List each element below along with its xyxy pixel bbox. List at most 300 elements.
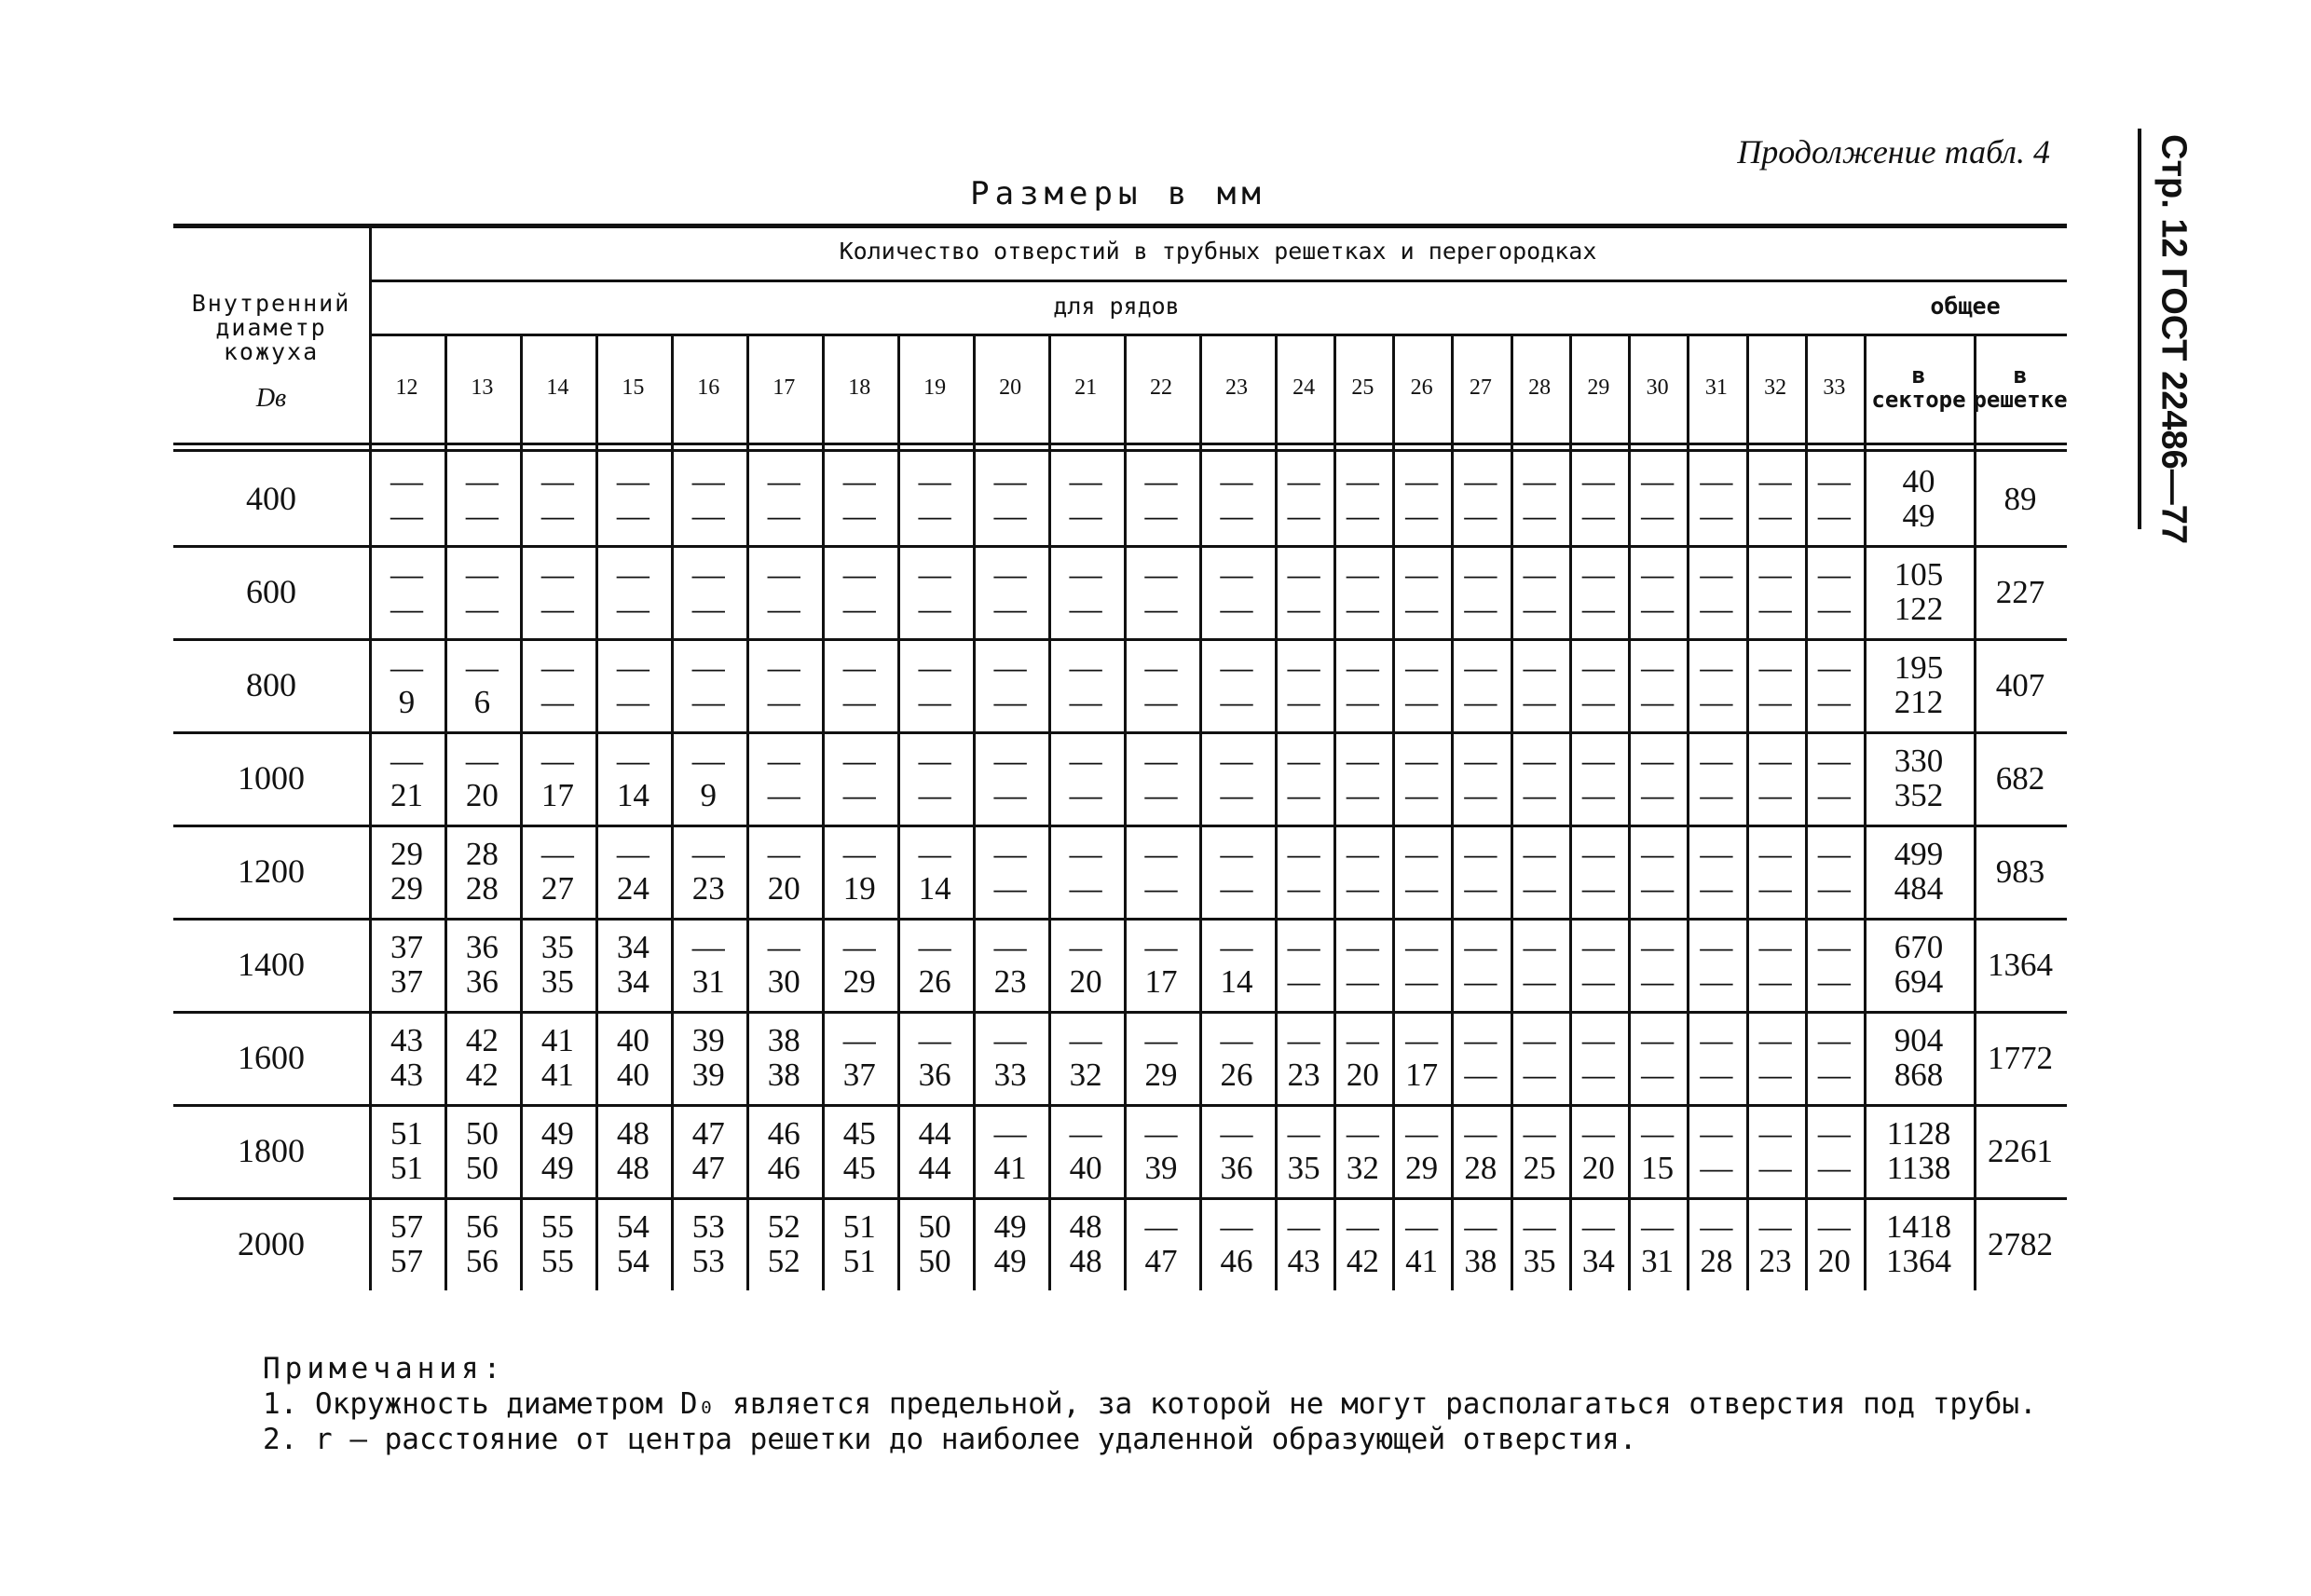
table-cell <box>1511 638 1569 731</box>
dash-value: — <box>1523 743 1556 779</box>
table-cell <box>1569 731 1628 825</box>
table-cell <box>1511 1104 1569 1197</box>
col0-symbol: Dв <box>255 384 287 414</box>
hole-count: 17 <box>1144 963 1178 1000</box>
hole-count: 14 <box>616 777 650 813</box>
dash-value: — <box>1287 591 1320 627</box>
table-cell <box>822 545 897 638</box>
hole-count: 48 <box>1069 1243 1102 1279</box>
sector-count: 1364 <box>1886 1243 1951 1279</box>
sector-count: 105 <box>1894 556 1944 593</box>
hole-count: 23 <box>691 870 725 907</box>
table-cell <box>897 1011 973 1104</box>
hole-count: 17 <box>540 777 574 813</box>
diameter-value: 800 <box>246 666 296 703</box>
hole-count: 45 <box>842 1150 876 1186</box>
hole-count: 43 <box>390 1022 423 1058</box>
dash-value: — <box>1287 1115 1320 1152</box>
dash-value: — <box>918 649 951 686</box>
dash-value: — <box>1581 556 1615 593</box>
dash-value: — <box>1220 836 1253 872</box>
dash-value: — <box>993 1022 1027 1058</box>
hole-count: 55 <box>540 1243 574 1279</box>
table-cell <box>520 731 595 825</box>
dash-value: — <box>1287 929 1320 965</box>
hole-count: 35 <box>1523 1243 1556 1279</box>
row-number-header: 16 <box>697 375 720 400</box>
table-cell <box>897 731 973 825</box>
table-cell <box>595 731 671 825</box>
row-number-header: 13 <box>471 375 494 400</box>
hole-count: 50 <box>465 1150 499 1186</box>
dash-value: — <box>993 1115 1027 1152</box>
dash-value: — <box>1641 870 1675 907</box>
dash-value: — <box>1817 870 1851 907</box>
dash-value: — <box>1405 870 1439 907</box>
table-cell <box>520 452 595 545</box>
hole-count: 57 <box>390 1243 423 1279</box>
dash-value: — <box>993 463 1027 499</box>
hole-count: 47 <box>691 1115 725 1152</box>
dash-value: — <box>465 556 499 593</box>
dash-value: — <box>1700 1150 1733 1186</box>
dash-value: — <box>1758 684 1792 720</box>
sector-count: 904 <box>1894 1022 1944 1058</box>
hole-count: 41 <box>1405 1243 1439 1279</box>
hole-count: 42 <box>1346 1243 1379 1279</box>
dash-value: — <box>1144 684 1178 720</box>
hole-count: 32 <box>1346 1150 1379 1186</box>
dash-value: — <box>1220 1022 1253 1058</box>
dash-value: — <box>918 836 951 872</box>
dash-value: — <box>465 649 499 686</box>
dash-value: — <box>993 649 1027 686</box>
dash-value: — <box>842 591 876 627</box>
table-cell <box>897 825 973 918</box>
hole-count: 37 <box>390 963 423 1000</box>
grid-total: 227 <box>1995 573 2045 610</box>
hole-count: 38 <box>767 1057 800 1093</box>
table-cell <box>1333 1197 1392 1290</box>
dash-value: — <box>767 649 800 686</box>
table-cell <box>369 545 444 638</box>
dash-value: — <box>1817 684 1851 720</box>
table-cell <box>746 731 822 825</box>
dash-value: — <box>1817 836 1851 872</box>
dash-value: — <box>1641 1208 1675 1245</box>
dash-value: — <box>1405 556 1439 593</box>
hole-count: 23 <box>1287 1057 1320 1093</box>
hole-count: 35 <box>1287 1150 1320 1186</box>
table-cell <box>595 825 671 918</box>
table-cell <box>1275 918 1333 1011</box>
hole-count: 29 <box>1144 1057 1178 1093</box>
table-cell <box>822 825 897 918</box>
hole-count: 56 <box>465 1243 499 1279</box>
dash-value: — <box>1287 1022 1320 1058</box>
hole-count: 49 <box>993 1208 1027 1245</box>
table-cell <box>822 452 897 545</box>
dash-value: — <box>1069 870 1102 907</box>
hole-count: 27 <box>540 870 574 907</box>
table-cell <box>595 1011 671 1104</box>
table-cell <box>746 918 822 1011</box>
dash-value: — <box>1220 591 1253 627</box>
note-item-1: 1. Окружность диаметром D₀ является предельной, за которой не могут располагаться отверстия под трубы. <box>263 1387 2037 1421</box>
table-cell <box>369 452 444 545</box>
table-cell <box>1746 1011 1805 1104</box>
hole-count: 14 <box>918 870 951 907</box>
dash-value: — <box>1758 963 1792 1000</box>
dash-value: — <box>1405 929 1439 965</box>
hole-count: 53 <box>691 1243 725 1279</box>
hole-count: 48 <box>616 1150 650 1186</box>
dash-value: — <box>993 684 1027 720</box>
dash-value: — <box>1069 1115 1102 1152</box>
hole-count: 51 <box>842 1243 876 1279</box>
table-cell <box>973 825 1048 918</box>
table-cell <box>1451 638 1510 731</box>
table-cell <box>369 731 444 825</box>
dash-value: — <box>1641 743 1675 779</box>
table-cell <box>1628 825 1687 918</box>
dash-value: — <box>1523 591 1556 627</box>
table-cell <box>897 1104 973 1197</box>
dash-value: — <box>1758 556 1792 593</box>
table-cell <box>1392 918 1451 1011</box>
hole-count: 38 <box>767 1022 800 1058</box>
dash-value: — <box>1641 498 1675 534</box>
dash-value: — <box>767 498 800 534</box>
row-number-header: 22 <box>1150 375 1173 400</box>
hole-count: 42 <box>465 1057 499 1093</box>
row-number-header: 23 <box>1225 375 1249 400</box>
dash-value: — <box>1405 498 1439 534</box>
hole-count: 57 <box>390 1208 423 1245</box>
table-cell <box>1451 825 1510 918</box>
table-cell <box>1124 731 1199 825</box>
hole-count: 21 <box>390 777 423 813</box>
hole-count: 47 <box>691 1150 725 1186</box>
dash-value: — <box>691 649 725 686</box>
hole-count: 50 <box>918 1208 951 1245</box>
table-cell <box>1392 545 1451 638</box>
dash-value: — <box>540 684 574 720</box>
dash-value: — <box>1405 1115 1439 1152</box>
total-header: общее <box>1930 292 2001 320</box>
table-cell <box>444 731 520 825</box>
diameter-value: 1200 <box>238 853 305 890</box>
row-number-header: 29 <box>1587 375 1610 400</box>
dash-value: — <box>1069 929 1102 965</box>
row-number-header: 12 <box>395 375 418 400</box>
table-cell <box>822 1104 897 1197</box>
hole-count: 53 <box>691 1208 725 1245</box>
hole-count: 9 <box>398 684 416 720</box>
table-cell <box>1124 825 1199 918</box>
hole-count: 35 <box>540 929 574 965</box>
hole-count: 36 <box>918 1057 951 1093</box>
dash-value: — <box>1405 743 1439 779</box>
dash-value: — <box>1144 463 1178 499</box>
table-cell <box>1199 545 1275 638</box>
dash-value: — <box>918 463 951 499</box>
table-cell <box>1746 452 1805 545</box>
table-cell <box>746 638 822 731</box>
table-cell <box>369 1011 444 1104</box>
table-cell <box>520 918 595 1011</box>
dash-value: — <box>1464 498 1497 534</box>
dash-value: — <box>1464 777 1497 813</box>
header-bottom-rule-1 <box>173 443 2067 445</box>
table-cell <box>897 1197 973 1290</box>
dash-value: — <box>1069 591 1102 627</box>
dash-value: — <box>616 591 650 627</box>
dash-value: — <box>1405 1022 1439 1058</box>
dash-value: — <box>390 556 423 593</box>
dash-value: — <box>1464 556 1497 593</box>
sector-count: 484 <box>1894 870 1944 907</box>
table-cell <box>595 1104 671 1197</box>
table-cell <box>1451 1104 1510 1197</box>
dash-value: — <box>691 556 725 593</box>
hole-count: 56 <box>465 1208 499 1245</box>
hole-count: 37 <box>842 1057 876 1093</box>
grid-total: 983 <box>1995 853 2045 890</box>
table-cell <box>1124 545 1199 638</box>
dash-value: — <box>465 591 499 627</box>
table-cell <box>1451 545 1510 638</box>
sector-total <box>1864 731 1974 825</box>
dash-value: — <box>1581 870 1615 907</box>
dash-value: — <box>1817 463 1851 499</box>
hole-count: 47 <box>1144 1243 1178 1279</box>
dash-value: — <box>1641 963 1675 1000</box>
sector-total <box>1864 918 1974 1011</box>
row-number-header: 32 <box>1764 375 1787 400</box>
table-cell <box>973 1197 1048 1290</box>
table-cell <box>746 545 822 638</box>
table-cell <box>1275 452 1333 545</box>
hole-count: 44 <box>918 1115 951 1152</box>
sector-total <box>1864 1104 1974 1197</box>
dash-value: — <box>1346 1022 1379 1058</box>
table-cell <box>1628 452 1687 545</box>
table-cell <box>1275 825 1333 918</box>
dash-value: — <box>1758 929 1792 965</box>
hole-count: 54 <box>616 1208 650 1245</box>
table-cell <box>1392 1011 1451 1104</box>
table-cell <box>369 1104 444 1197</box>
table-cell <box>595 452 671 545</box>
dash-value: — <box>1405 591 1439 627</box>
dash-value: — <box>918 743 951 779</box>
hole-count: 24 <box>616 870 650 907</box>
sector-total <box>1864 825 1974 918</box>
dash-value: — <box>1641 591 1675 627</box>
sector-total <box>1864 452 1974 545</box>
dash-value: — <box>540 463 574 499</box>
dash-value: — <box>1287 963 1320 1000</box>
table-cell <box>1048 731 1124 825</box>
dash-value: — <box>1523 556 1556 593</box>
dash-value: — <box>540 556 574 593</box>
dash-value: — <box>1817 1208 1851 1245</box>
dash-value: — <box>767 556 800 593</box>
table-cell <box>1687 918 1745 1011</box>
dash-value: — <box>1758 1208 1792 1245</box>
hole-count: 28 <box>465 836 499 872</box>
dash-value: — <box>1581 1022 1615 1058</box>
notes-title: Примечания: <box>263 1352 506 1385</box>
dash-value: — <box>1346 498 1379 534</box>
table-cell <box>1199 1197 1275 1290</box>
hole-count: 34 <box>616 963 650 1000</box>
table-cell <box>1569 1011 1628 1104</box>
dash-value: — <box>691 684 725 720</box>
table-cell <box>1124 1011 1199 1104</box>
dash-value: — <box>691 498 725 534</box>
hole-count: 41 <box>540 1057 574 1093</box>
hole-count: 20 <box>1817 1243 1851 1279</box>
dash-value: — <box>1641 929 1675 965</box>
dash-value: — <box>842 684 876 720</box>
hole-count: 19 <box>842 870 876 907</box>
dash-value: — <box>1405 684 1439 720</box>
sector-count: 352 <box>1894 777 1944 813</box>
dash-value: — <box>1464 870 1497 907</box>
dash-value: — <box>1464 1022 1497 1058</box>
hole-count: 49 <box>540 1150 574 1186</box>
dash-value: — <box>1069 556 1102 593</box>
table-cell <box>444 1104 520 1197</box>
table-cell <box>973 1104 1048 1197</box>
dash-value: — <box>1523 777 1556 813</box>
table-cell <box>1805 1197 1864 1290</box>
dash-value: — <box>1581 1115 1615 1152</box>
dash-value: — <box>1758 1057 1792 1093</box>
hole-count: 48 <box>616 1115 650 1152</box>
dash-value: — <box>1464 463 1497 499</box>
dash-value: — <box>691 591 725 627</box>
diameter-value: 1800 <box>238 1132 305 1169</box>
hole-count: 36 <box>465 929 499 965</box>
sector-total <box>1864 638 1974 731</box>
hole-count: 40 <box>616 1022 650 1058</box>
table-cell <box>1275 1011 1333 1104</box>
row-number-header: 21 <box>1074 375 1098 400</box>
dash-value: — <box>1758 463 1792 499</box>
dash-value: — <box>1069 498 1102 534</box>
notes-block <box>263 1351 2089 1457</box>
grid-total: 89 <box>2003 480 2037 517</box>
dash-value: — <box>1144 1115 1178 1152</box>
dash-value: — <box>918 498 951 534</box>
hole-count: 45 <box>842 1115 876 1152</box>
dash-value: — <box>1700 743 1733 779</box>
table-cell <box>1746 825 1805 918</box>
dash-value: — <box>1641 836 1675 872</box>
hole-count: 9 <box>700 777 718 813</box>
table-cell <box>1511 918 1569 1011</box>
dash-value: — <box>1581 649 1615 686</box>
dash-value: — <box>1700 1057 1733 1093</box>
sector-total <box>1864 1011 1974 1104</box>
dash-value: — <box>1817 1115 1851 1152</box>
table-cell <box>1333 452 1392 545</box>
dash-value: — <box>1700 498 1733 534</box>
dash-value: — <box>1144 1208 1178 1245</box>
dash-value: — <box>1700 870 1733 907</box>
hole-count: 20 <box>1346 1057 1379 1093</box>
hole-count: 29 <box>1405 1150 1439 1186</box>
dash-value: — <box>767 743 800 779</box>
dash-value: — <box>1144 836 1178 872</box>
table-cell <box>1275 1104 1333 1197</box>
dash-value: — <box>1700 556 1733 593</box>
dash-value: — <box>1069 777 1102 813</box>
dash-value: — <box>1758 498 1792 534</box>
table-cell <box>1687 1197 1745 1290</box>
dash-value: — <box>1346 591 1379 627</box>
dash-value: — <box>1700 463 1733 499</box>
table-cell <box>1199 638 1275 731</box>
dash-value: — <box>993 929 1027 965</box>
hole-count: 37 <box>390 929 423 965</box>
hole-count: 40 <box>1069 1150 1102 1186</box>
dash-value: — <box>1069 684 1102 720</box>
table-cell <box>595 1197 671 1290</box>
table-cell <box>1048 452 1124 545</box>
table-cell <box>897 452 973 545</box>
dash-value: — <box>1346 743 1379 779</box>
dash-value: — <box>842 498 876 534</box>
dash-value: — <box>616 498 650 534</box>
dash-value: — <box>1144 929 1178 965</box>
table-cell <box>1199 452 1275 545</box>
table-cell <box>973 1011 1048 1104</box>
table-cell <box>822 1011 897 1104</box>
table-cell <box>1048 638 1124 731</box>
dash-value: — <box>1464 836 1497 872</box>
dash-value: — <box>842 556 876 593</box>
table-cell <box>1275 1197 1333 1290</box>
dash-value: — <box>1641 1057 1675 1093</box>
dash-value: — <box>1641 684 1675 720</box>
table-cell <box>822 638 897 731</box>
dash-value: — <box>1523 649 1556 686</box>
table-cell <box>671 1011 746 1104</box>
hole-count: 26 <box>918 963 951 1000</box>
sector-count: 670 <box>1894 929 1944 965</box>
diameter-value: 2000 <box>238 1225 305 1262</box>
dash-value: — <box>616 556 650 593</box>
dash-value: — <box>1758 1022 1792 1058</box>
dash-value: — <box>390 463 423 499</box>
sector-count: 122 <box>1894 591 1944 627</box>
table-cell <box>1392 1104 1451 1197</box>
dash-value: — <box>1523 498 1556 534</box>
table-cell <box>1048 918 1124 1011</box>
dash-value: — <box>465 743 499 779</box>
table-cell <box>1569 1104 1628 1197</box>
table-cell <box>1628 638 1687 731</box>
table-cell <box>520 825 595 918</box>
grid-total: 1364 <box>1988 946 2053 983</box>
dash-value: — <box>993 743 1027 779</box>
table-cell <box>973 452 1048 545</box>
dash-value: — <box>767 463 800 499</box>
